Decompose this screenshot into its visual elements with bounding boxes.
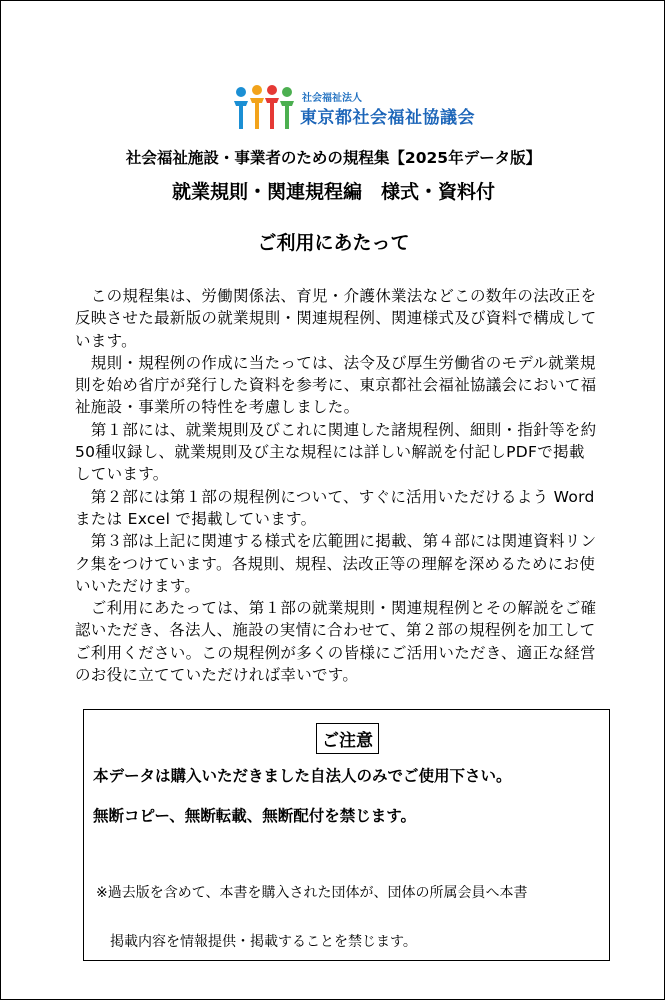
notice-footnote-line1: ※過去版を含めて、本書を購入された団体が、団体の所属会員へ本書	[96, 885, 528, 901]
org-name-label: 東京都社会福祉協議会	[300, 108, 475, 128]
notice-box	[83, 709, 610, 961]
org-logo	[232, 85, 475, 131]
intro-text	[75, 285, 615, 686]
org-type-label: 社会福祉法人	[302, 93, 362, 104]
document-title: 就業規則・関連規程編 様式・資料付	[171, 181, 495, 203]
text-line: 則を始め省庁が発行した資料を参考に、東京都社会福祉協議会において福	[75, 376, 597, 395]
text-line: 第３部は上記に関連する様式を広範囲に掲載、第４部には関連資料リン	[75, 532, 597, 551]
notice-footnote-line2: 掲載内容を情報提供・掲載することを禁じます。	[110, 934, 417, 950]
text-line: 認いただき、各法人、施設の実情に合わせて、第２部の規程例を加工して	[75, 621, 596, 640]
text-line: ク集をつけています。各規則、規程、法改正等の理解を深めるためにお使	[75, 554, 596, 573]
text-line: のお役に立てていただければ幸いです。	[75, 666, 359, 685]
text-line: この規程集は、労働関係法、育児・介護休業法などこの数年の法改正を	[75, 287, 597, 305]
text-line: 第２部には第１部の規程例について、すぐに活用いただけるよう Word	[75, 487, 595, 506]
document-subtitle: 社会福祉施設・事業者のための規程集【2025年データ版】	[125, 149, 542, 167]
notice-usage-restriction: 本データは購入いただきました自法人のみでご使用下さい。	[93, 767, 512, 785]
text-line: しています。	[75, 465, 169, 484]
section-heading: ご利用にあたって	[257, 232, 410, 254]
text-line: ご利用ください。この規程例が多くの皆様にご活用いただき、適正な経営	[75, 643, 596, 662]
notice-copy-prohibition: 無断コピー、無断転載、無断配付を禁じます。	[93, 807, 417, 825]
text-line: または Excel で掲載しています。	[75, 509, 317, 528]
text-line: いいただけます。	[75, 576, 201, 595]
text-line: 祉施設・事業所の特性を考慮しました。	[75, 398, 360, 417]
text-line: 50種収録し、就業規則及び主な規程には詳しい解説を付記しPDFで掲載	[75, 443, 585, 462]
people-figures-icon	[232, 85, 296, 131]
text-line: 規則・規程例の作成に当たっては、法令及び厚生労働省のモデル就業規	[75, 353, 596, 372]
text-line: 第１部には、就業規則及びこれに関連した諸規程例、細則・指針等を約	[75, 420, 597, 439]
text-line: 反映させた最新版の就業規則・関連規程例、関連様式及び資料で構成して	[75, 309, 597, 328]
text-line: います。	[75, 331, 137, 350]
text-line: ご利用にあたっては、第１部の就業規則・関連規程例とその解説をご確	[75, 599, 597, 618]
notice-title: ご注意	[316, 723, 379, 754]
